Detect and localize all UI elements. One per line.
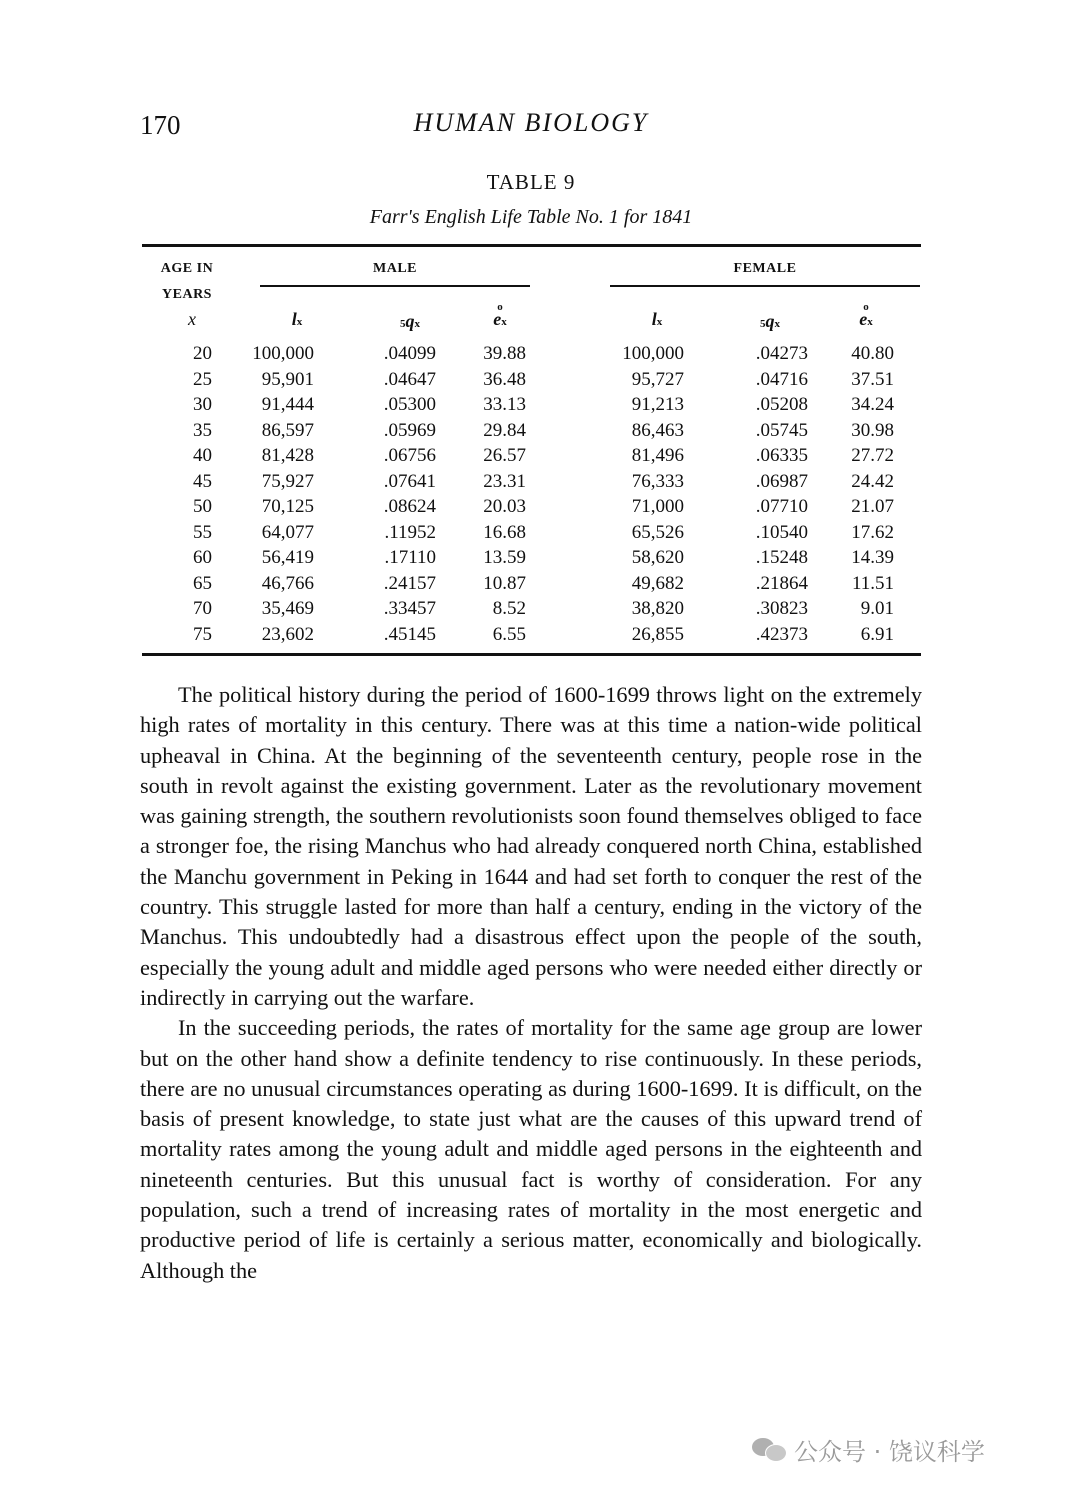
table-row (142, 343, 921, 369)
cell-male-e: 23.31 (483, 470, 526, 492)
cell-female-l: 91,213 (631, 394, 684, 415)
age-header-line2: YEARS (162, 287, 212, 302)
cell-age: 50 (193, 496, 212, 517)
cell-male-e: 29.84 (483, 419, 526, 441)
table-row (142, 496, 921, 522)
body-text (140, 680, 922, 1286)
cell-male-l: 64,077 (261, 521, 314, 543)
female-col-q: 5qx (760, 311, 780, 331)
cell-male-l: 23,602 (261, 623, 314, 645)
cell-female-l: 65,526 (631, 521, 684, 543)
male-col-l: lx (291, 309, 303, 329)
watermark (752, 1432, 1052, 1466)
age-header-symbol: x (188, 309, 196, 329)
male-col-e-circle: o (497, 301, 503, 313)
cell-male-q: .24157 (383, 572, 436, 594)
cell-female-l: 100,000 (622, 343, 684, 364)
cell-male-q: .04099 (383, 343, 436, 364)
cell-male-e: 26.57 (483, 445, 526, 466)
page-number: 170 (140, 110, 181, 140)
table-title: TABLE 9 (486, 170, 576, 194)
female-col-e: ex (859, 309, 873, 329)
cell-female-l: 95,727 (631, 368, 684, 390)
female-col-l: lx (651, 309, 663, 329)
cell-male-q: .04647 (383, 368, 436, 390)
cell-female-q: .30823 (755, 598, 808, 619)
cell-age: 55 (193, 521, 212, 543)
cell-age: 45 (193, 470, 212, 492)
cell-female-l: 71,000 (631, 496, 684, 517)
cell-female-e: 11.51 (851, 572, 894, 594)
cell-male-q: .07641 (383, 470, 436, 492)
cell-male-e: 6.55 (492, 623, 526, 645)
wechat-icon (752, 1436, 786, 1462)
cell-female-l: 86,463 (631, 419, 684, 441)
cell-male-l: 100,000 (252, 343, 314, 364)
male-col-e: ex (493, 309, 507, 329)
cell-age: 65 (193, 572, 212, 594)
life-table (142, 244, 921, 656)
cell-female-l: 26,855 (631, 623, 684, 645)
age-header-line1: AGE IN (160, 261, 214, 276)
cell-age: 75 (193, 623, 212, 645)
table-row (142, 445, 921, 471)
table-row (142, 598, 921, 624)
table-row (142, 547, 921, 573)
cell-male-l: 70,125 (261, 496, 314, 517)
cell-age: 70 (193, 598, 212, 619)
cell-male-l: 46,766 (261, 572, 314, 594)
cell-female-e: 27.72 (851, 445, 894, 466)
watermark-text: 公众号 · 饶议科学 (794, 1437, 985, 1466)
cell-male-l: 91,444 (261, 394, 314, 415)
cell-male-l: 56,419 (261, 547, 314, 568)
cell-female-q: .05745 (755, 419, 808, 441)
cell-male-e: 13.59 (483, 547, 526, 568)
cell-female-q: .04716 (755, 368, 808, 390)
cell-age: 30 (193, 394, 212, 415)
cell-female-e: 17.62 (851, 521, 894, 543)
cell-female-l: 38,820 (631, 598, 684, 619)
cell-male-q: .08624 (383, 496, 436, 517)
table-row (142, 573, 921, 599)
female-col-e-circle: o (863, 301, 869, 313)
cell-female-e: 21.07 (851, 496, 894, 517)
cell-age: 20 (193, 343, 212, 364)
cell-male-e: 36.48 (483, 368, 526, 390)
cell-male-e: 10.87 (483, 572, 526, 594)
cell-female-q: .06987 (755, 470, 808, 492)
male-group-rule (260, 285, 530, 287)
male-header: MALE (373, 261, 417, 276)
cell-male-l: 95,901 (261, 368, 314, 390)
table-row (142, 471, 921, 497)
female-group-rule (610, 285, 920, 287)
female-header: FEMALE (733, 261, 797, 276)
paragraph: The political history during the period of 1600-1699 throws light on the extremely high rates of mortality in this century. There was at this time a nation-wide political upheaval in China. At the beginning of the seventeenth century, people rose in the south in revolt against the existing government. Later as the revolutionary movement was gaining strength, the southern revolutionists soon found themselves obliged to face a stronger foe, the rising Manchus who had already conquered north China, established the Manchu government in Peking in 1644 and had set forth to conquer the rest of the country. This struggle lasted for more than half a century, ending in the victory of the Manchus. This undoubtedly had a disastrous effect upon the people of the south, especially the young adult and middle aged persons who were needed either directly or indirectly in carrying out the warfare. (140, 682, 922, 1010)
cell-male-l: 81,428 (261, 445, 314, 466)
table-row (142, 369, 921, 395)
cell-female-q: .42373 (755, 623, 808, 645)
table-bottom-rule (142, 653, 921, 656)
cell-female-e: 40.80 (851, 343, 894, 364)
table-row (142, 394, 921, 420)
cell-male-q: .33457 (383, 598, 436, 619)
cell-female-e: 34.24 (851, 394, 894, 415)
table-row (142, 624, 921, 650)
cell-male-q: .45145 (383, 623, 436, 645)
cell-age: 40 (193, 445, 212, 466)
cell-female-q: .15248 (755, 547, 808, 568)
cell-male-l: 75,927 (261, 470, 314, 492)
table-row (142, 522, 921, 548)
cell-female-e: 24.42 (851, 470, 894, 492)
cell-female-e: 9.01 (860, 598, 894, 619)
cell-male-q: .17110 (384, 547, 436, 568)
cell-female-q: .06335 (755, 445, 808, 466)
cell-age: 35 (193, 419, 212, 441)
running-head (140, 108, 922, 148)
cell-female-q: .04273 (755, 343, 808, 364)
cell-male-e: 39.88 (483, 343, 526, 364)
cell-female-q: .07710 (755, 496, 808, 517)
cell-male-e: 16.68 (483, 521, 526, 543)
journal-title: HUMAN BIOLOGY (413, 108, 649, 137)
cell-female-q: .05208 (755, 394, 808, 415)
table-header (142, 247, 921, 343)
cell-male-q: .05969 (383, 419, 436, 441)
cell-male-e: 33.13 (483, 394, 526, 415)
cell-female-e: 6.91 (860, 623, 894, 645)
cell-female-e: 30.98 (851, 419, 894, 441)
cell-female-e: 14.39 (851, 547, 894, 568)
cell-male-l: 35,469 (261, 598, 314, 619)
cell-female-l: 81,496 (631, 445, 684, 466)
cell-male-l: 86,597 (261, 419, 314, 441)
cell-female-q: .21864 (755, 572, 808, 594)
cell-male-q: .11952 (384, 521, 436, 543)
cell-age: 25 (193, 368, 212, 390)
cell-male-e: 20.03 (483, 496, 526, 517)
cell-female-q: .10540 (755, 521, 808, 543)
cell-female-l: 58,620 (631, 547, 684, 568)
paragraph: In the succeeding periods, the rates of mortality for the same age group are lower but on the other hand show a definite tendency to rise continuously. In these periods, there are no unusual circumstances operating as during 1600-1699. It is difficult, on the basis of present knowledge, to state just what are the causes of this upward trend of mortality rates among the young adult and middle aged persons in the eighteenth and nineteenth centuries. But this unusual fact is worthy of consideration. For any population, such a trend of increasing rates of mortality in the most energetic and productive period of life is certainly a serious matter, economically and biologically. Although the (140, 1015, 922, 1283)
table-row (142, 420, 921, 446)
table-body (142, 343, 921, 649)
cell-female-l: 49,682 (631, 572, 684, 594)
cell-male-q: .06756 (383, 445, 436, 466)
male-col-q: 5qx (400, 311, 420, 331)
cell-male-e: 8.52 (492, 598, 526, 619)
cell-female-e: 37.51 (851, 368, 894, 390)
cell-age: 60 (193, 547, 212, 568)
table-caption: Farr's English Life Table No. 1 for 1841 (369, 206, 693, 228)
cell-female-l: 76,333 (631, 470, 684, 492)
cell-male-q: .05300 (383, 394, 436, 415)
